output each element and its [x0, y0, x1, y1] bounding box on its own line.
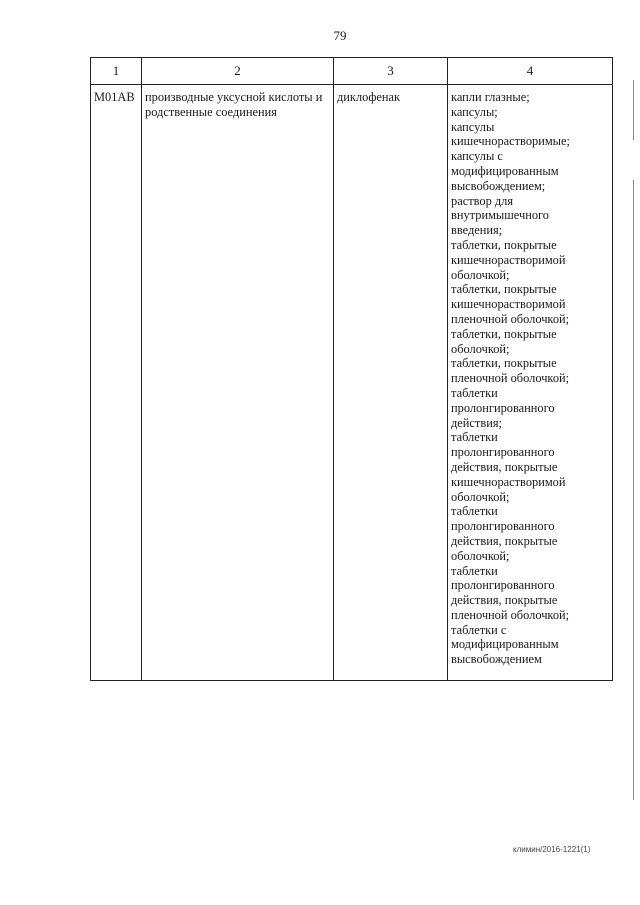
header-col-3: 3	[334, 58, 448, 85]
dosage-form: капсулы;	[451, 104, 498, 119]
dosage-form: таблетки пролонгированного действия;	[451, 385, 555, 430]
dosage-form: раствор для внутримышечного введения;	[451, 193, 549, 238]
dosage-form: таблетки, покрытые кишечнорастворимой пленочной оболочкой;	[451, 282, 570, 326]
pharmacological-group: производные уксусной кислоты и родственные соединения	[142, 85, 334, 681]
header-col-1: 1	[91, 58, 142, 85]
atc-code: M01AB	[91, 85, 142, 681]
dosage-form: капсулы кишечнорастворимые;	[451, 119, 570, 149]
table-row	[91, 85, 613, 681]
scan-edge-mark	[633, 80, 634, 140]
dosage-form: таблетки пролонгированного действия, покрытые оболочкой;	[451, 504, 558, 563]
drug-name: диклофенак	[334, 85, 448, 681]
header-col-2: 2	[142, 58, 334, 85]
dosage-form: таблетки пролонгированного действия, покрытые кишечнорастворимой оболочкой;	[451, 430, 566, 504]
scan-edge-mark	[633, 180, 634, 800]
dosage-form: таблетки с модифицированным высвобождением	[451, 622, 559, 667]
drug-table	[90, 57, 613, 681]
dosage-forms	[448, 85, 613, 681]
dosage-form: капли глазные;	[451, 90, 530, 104]
document-footer-code: климин/2016-1221(1)	[513, 845, 591, 854]
dosage-form: таблетки, покрытые кишечнорастворимой оболочкой;	[451, 237, 566, 282]
header-col-4: 4	[448, 58, 613, 85]
dosage-form: таблетки, покрытые оболочкой;	[451, 326, 557, 356]
dosage-form: капсулы с модифицированным высвобождением;	[451, 149, 559, 193]
table-header-row	[91, 58, 613, 85]
dosage-form: таблетки, покрытые пленочной оболочкой;	[451, 356, 570, 386]
dosage-form: таблетки пролонгированного действия, покрытые пленочной оболочкой;	[451, 563, 570, 622]
page-number: 79	[333, 28, 347, 43]
